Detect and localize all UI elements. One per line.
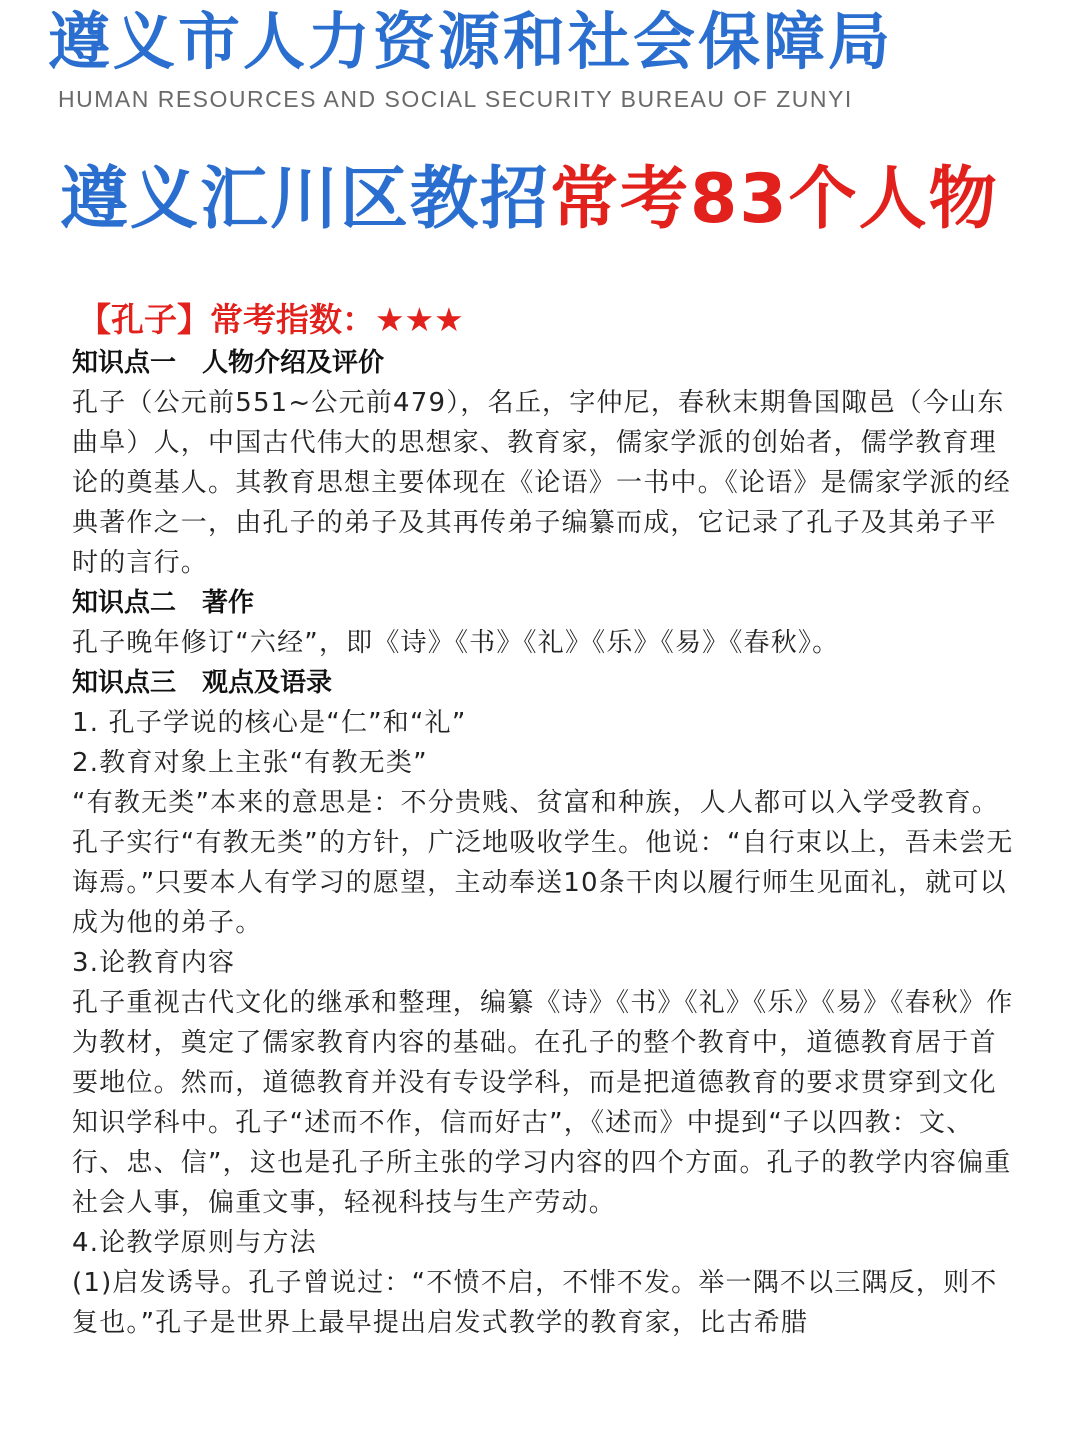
kp1-heading: 知识点一 人物介绍及评价 [72,348,385,378]
kp3-item4: 4.论教学原则与方法 [72,1228,317,1258]
kp3-heading: 知识点三 观点及语录 [72,668,333,698]
page-title [60,160,999,240]
kp3-item2-p2: 孔子实行“有教无类”的方针，广泛地吸收学生。他说：“自行束以上，吾未尝无诲焉。”只要本人有学习的愿望，主动奉送10条干肉以履行师生见面礼，就可以成为他的弟子。 [72,828,1014,938]
article-body [72,297,1014,1343]
title-red-part: 常考83个人物 [550,160,999,239]
kp3-item3: 3.论教育内容 [72,948,236,978]
kp3-item3-p1: 孔子重视古代文化的继承和整理，编纂《诗》《书》《礼》《乐》《易》《春秋》作为教材，奠定了儒家教育内容的基础。在孔子的整个教育中，道德教育居于首要地位。然而，道德教育并没有专设学科，而是把道德教育的要求贯穿到文化知识学科中。孔子“述而不作，信而好古”，《述而》中提到“子以四教：文、行、忠、信”，这也是孔子所主张的学习内容的四个方面。孔子的教学内容偏重社会人事，偏重文事，轻视科技与生产劳动。 [72,988,1014,1218]
kp2-heading: 知识点二 著作 [72,588,255,618]
section-title: 【孔子】常考指数：★★★ [78,300,464,339]
kp3-item4-p1: (1)启发诱导。孔子曾说过：“不愤不启，不悱不发。举一隅不以三隅反，则不复也。”孔子是世界上最早提出启发式教学的教育家，比古希腊 [72,1268,998,1338]
title-blue-part: 遵义汇川区教招 [60,160,551,239]
kp3-item1: 1. 孔子学说的核心是“仁”和“礼” [72,708,467,738]
org-name: 遵义市人力资源和社会保障局 [48,5,894,78]
kp2-text: 孔子晚年修订“六经”，即《诗》《书》《礼》《乐》《易》《春秋》。 [72,628,840,658]
org-name-en: HUMAN RESOURCES AND SOCIAL SECURITY BUREAU OF ZUNYI [58,86,853,112]
kp3-item2: 2.教育对象上主张“有教无类” [72,748,428,778]
kp1-text: 孔子（公元前551~公元前479），名丘，字仲尼，春秋末期鲁国陬邑（今山东曲阜）人，中国古代伟大的思想家、教育家，儒家学派的创始者，儒学教育理论的奠基人。其教育思想主要体现在《论语》一书中。《论语》是儒家学派的经典著作之一，由孔子的弟子及其再传弟子编纂而成，它记录了孔子及其弟子平时的言行。 [72,388,1012,578]
kp3-item2-p1: “有教无类”本来的意思是：不分贵贱、贫富和种族，人人都可以入学受教育。 [72,788,999,818]
